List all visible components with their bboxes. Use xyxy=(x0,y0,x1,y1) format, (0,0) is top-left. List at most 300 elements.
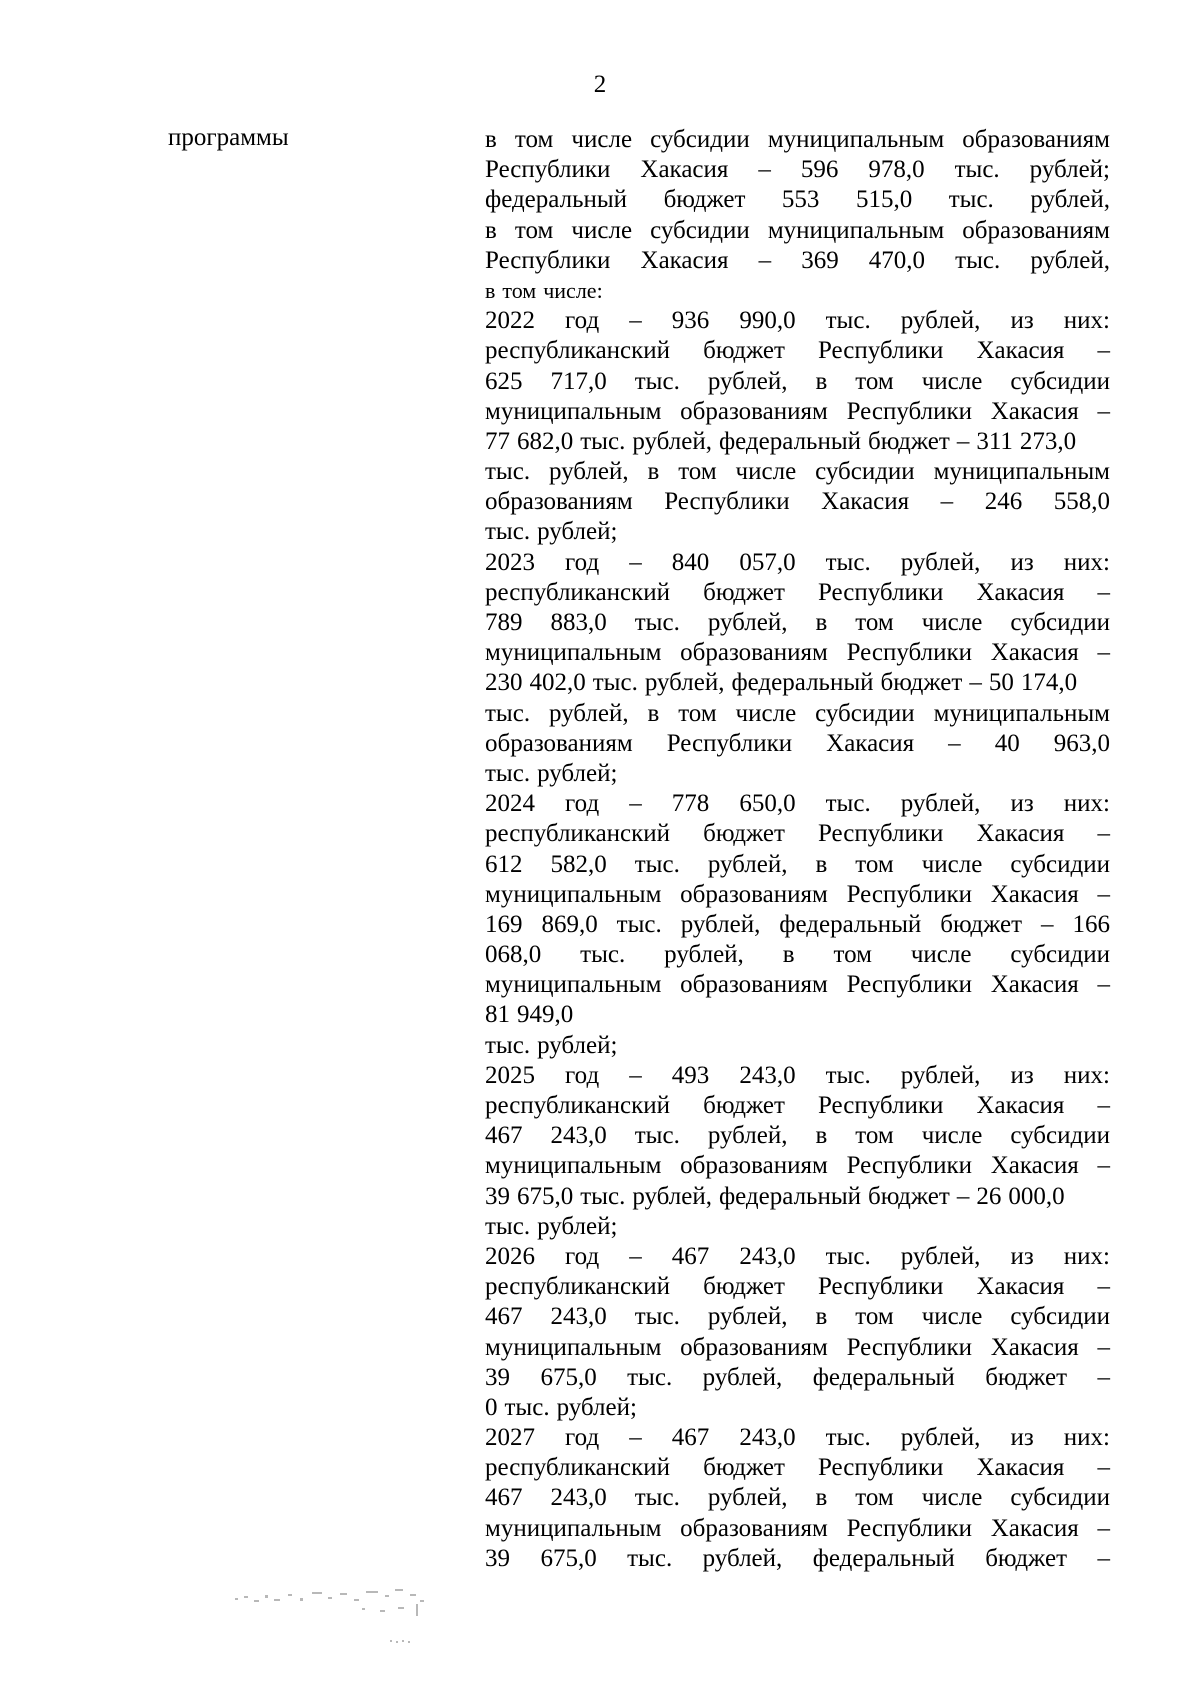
word: Хакасия xyxy=(990,397,1079,425)
word: 625 xyxy=(485,367,523,395)
word: 493 xyxy=(671,1061,710,1089)
word: Хакасия xyxy=(976,1273,1065,1301)
word: рублей; xyxy=(537,1212,618,1240)
text-line xyxy=(485,668,1110,698)
word: 39 xyxy=(485,1544,510,1572)
word: тыс. xyxy=(955,246,1001,274)
word: образованиям xyxy=(962,216,1110,244)
word: образованиям xyxy=(680,880,828,908)
word: том xyxy=(514,126,554,153)
word: субсидии xyxy=(1010,367,1110,395)
word: бюджет xyxy=(703,820,785,848)
word: 26 xyxy=(976,1182,1002,1210)
word: тыс. xyxy=(954,156,1000,184)
word: рублей, xyxy=(702,1363,783,1391)
word: – xyxy=(1097,1514,1110,1542)
word: Республики xyxy=(817,1273,944,1301)
word: – xyxy=(1097,639,1110,667)
word: рублей; xyxy=(537,759,618,787)
word: – xyxy=(629,1424,642,1452)
word: – xyxy=(629,307,642,335)
text-line xyxy=(485,487,1110,517)
word: рублей, xyxy=(632,427,712,455)
word: муниципальным xyxy=(485,1152,662,1180)
word: 515,0 xyxy=(855,186,913,214)
word: Хакасия xyxy=(976,820,1065,848)
word: рублей, xyxy=(900,1242,981,1270)
word: Хакасия xyxy=(990,880,1079,908)
word: 068,0 xyxy=(485,941,542,969)
word: том xyxy=(855,1484,894,1512)
word: Хакасия xyxy=(990,1514,1079,1542)
text-line xyxy=(485,1242,1110,1272)
word: федеральный xyxy=(812,1363,955,1391)
word: тыс. xyxy=(634,609,680,636)
word: 470,0 xyxy=(868,246,926,274)
word: 40 xyxy=(994,729,1020,757)
word: 717,0 xyxy=(550,367,607,395)
word: Хакасия xyxy=(990,1152,1079,1180)
word: числе xyxy=(921,1303,983,1331)
word: рублей, xyxy=(900,307,981,335)
word: Республики xyxy=(817,820,944,848)
text-line xyxy=(485,1544,1110,1574)
word: 311 xyxy=(976,427,1013,455)
word: тыс. xyxy=(825,307,871,335)
text-line xyxy=(485,638,1110,668)
word: Республики xyxy=(485,156,611,184)
word: – xyxy=(1097,880,1110,908)
text-line xyxy=(485,246,1110,276)
word: том xyxy=(678,699,717,727)
word: образованиям xyxy=(680,1152,828,1180)
word: 675,0 xyxy=(517,1182,574,1210)
word: бюджет xyxy=(985,1544,1067,1572)
word: рублей, xyxy=(707,609,788,636)
word: тыс. xyxy=(616,910,662,938)
text-line xyxy=(485,1121,1110,1151)
word: год xyxy=(565,1424,600,1452)
word: 243,0 xyxy=(550,1122,607,1150)
word: рублей, xyxy=(548,699,629,727)
word: бюджет xyxy=(663,186,746,214)
word: образованиям xyxy=(485,488,633,516)
text-line xyxy=(485,819,1110,849)
word: в xyxy=(815,1484,828,1512)
word: субсидии xyxy=(1010,1303,1110,1331)
word: субсидии xyxy=(650,126,750,153)
text-line xyxy=(485,548,1110,578)
text-line xyxy=(485,970,1110,1000)
text-line xyxy=(485,427,1110,457)
word: том xyxy=(855,367,894,395)
word: 2023 xyxy=(485,548,535,576)
word: 243,0 xyxy=(739,1061,796,1089)
text-line xyxy=(485,910,1110,940)
word: тыс. xyxy=(504,1393,550,1421)
section-label: программы xyxy=(168,124,289,151)
word: 77 xyxy=(485,427,510,455)
word: субсидии xyxy=(1010,609,1110,636)
text-line xyxy=(485,789,1110,819)
word: 0 xyxy=(485,1393,498,1421)
word: числе xyxy=(921,850,983,878)
word: – xyxy=(1097,578,1110,606)
word: том xyxy=(502,277,537,303)
text-line xyxy=(485,1514,1110,1544)
word: них: xyxy=(1063,1061,1110,1089)
word: 243,0 xyxy=(550,1303,607,1331)
text-line xyxy=(485,729,1110,759)
word: – xyxy=(1097,1152,1110,1180)
word: – xyxy=(1097,1092,1110,1119)
word: тыс. xyxy=(634,1303,680,1331)
word: том xyxy=(855,1122,894,1150)
word: рублей, xyxy=(1030,186,1110,214)
word: в xyxy=(485,126,497,153)
word: 558,0 xyxy=(1053,488,1110,516)
word: том xyxy=(833,941,872,969)
word: тыс. xyxy=(634,1484,680,1512)
text-line xyxy=(485,336,1110,366)
word: в xyxy=(647,458,660,486)
word: бюджет xyxy=(868,427,950,455)
word: 612 xyxy=(485,850,523,878)
word: тыс. xyxy=(627,1363,673,1391)
word: Хакасия xyxy=(976,1092,1065,1119)
word: 2025 xyxy=(485,1061,535,1089)
word: тыс. xyxy=(634,367,680,395)
word: 39 xyxy=(485,1182,510,1210)
word: 869,0 xyxy=(541,910,598,938)
word: – xyxy=(948,729,961,757)
word: федеральный xyxy=(812,1544,955,1572)
word: них: xyxy=(1063,790,1110,818)
word: 949,0 xyxy=(517,1001,574,1029)
word: муниципальным xyxy=(767,126,945,153)
word: 369 xyxy=(801,246,839,274)
word: тыс. xyxy=(580,941,626,969)
word: тыс. xyxy=(485,759,531,787)
text-line xyxy=(485,880,1110,910)
word: 50 xyxy=(988,669,1014,697)
word: муниципальным xyxy=(485,880,662,908)
word: рублей, xyxy=(702,1544,783,1572)
word: рублей, xyxy=(707,367,788,395)
word: числе: xyxy=(543,277,603,303)
word: 936 xyxy=(671,307,710,335)
page-number: 2 xyxy=(593,71,607,98)
word: из xyxy=(1010,307,1034,335)
word: Республики xyxy=(817,337,944,365)
word: тыс. xyxy=(485,458,531,486)
word: Хакасия xyxy=(976,1454,1065,1482)
word: рублей, xyxy=(707,1484,788,1512)
word: образованиям xyxy=(680,971,828,999)
word: образованиям xyxy=(680,1514,828,1542)
word: субсидии xyxy=(1010,850,1110,878)
word: рублей; xyxy=(537,518,618,546)
text-line xyxy=(485,457,1110,487)
word: образованиям xyxy=(680,1333,828,1361)
word: – xyxy=(940,488,954,516)
word: том xyxy=(514,216,554,244)
word: – xyxy=(1041,910,1054,938)
word: из xyxy=(1010,1061,1034,1089)
word: в xyxy=(485,277,496,303)
word: рублей, xyxy=(632,1182,712,1210)
word: них: xyxy=(1063,1242,1110,1270)
text-line xyxy=(485,306,1110,336)
text-line xyxy=(485,850,1110,880)
word: муниципальным xyxy=(485,639,662,667)
text-line xyxy=(485,1061,1110,1091)
word: Республики xyxy=(846,1514,972,1542)
word: республиканский xyxy=(485,1273,671,1301)
word: 582,0 xyxy=(550,850,607,878)
text-line xyxy=(485,1182,1110,1212)
word: 2027 xyxy=(485,1424,535,1452)
word: в xyxy=(647,699,660,727)
word: Республики xyxy=(817,1092,944,1119)
word: республиканский xyxy=(485,1092,671,1119)
word: – xyxy=(1097,1454,1110,1482)
text-line xyxy=(485,608,1110,638)
word: Республики xyxy=(846,1333,972,1361)
word: числе xyxy=(921,1484,983,1512)
word: 273,0 xyxy=(1019,427,1077,455)
word: – xyxy=(629,1061,642,1089)
word: 243,0 xyxy=(739,1242,796,1270)
word: них: xyxy=(1063,548,1110,576)
word: – xyxy=(1097,1273,1110,1301)
word: тыс. xyxy=(825,1061,871,1089)
word: в xyxy=(815,1303,828,1331)
word: тыс. xyxy=(485,518,531,546)
word: рублей, xyxy=(900,790,981,818)
word: год xyxy=(565,307,600,335)
word: рублей, xyxy=(707,850,788,878)
word: 675,0 xyxy=(540,1363,597,1391)
word: 174,0 xyxy=(1020,669,1078,697)
word: бюджет xyxy=(703,1273,785,1301)
word: Хакасия xyxy=(640,156,729,184)
word: 682,0 xyxy=(517,427,574,455)
word: муниципальным xyxy=(485,971,662,999)
word: в xyxy=(782,941,795,969)
word: муниципальным xyxy=(485,1333,662,1361)
text-line xyxy=(485,940,1110,970)
text-line xyxy=(485,1483,1110,1513)
word: Республики xyxy=(846,1152,972,1180)
word: субсидии xyxy=(815,458,915,486)
word: 230 xyxy=(485,669,523,697)
word: Хакасия xyxy=(990,971,1079,999)
word: 990,0 xyxy=(739,307,796,335)
word: 596 xyxy=(800,156,839,184)
word: субсидии xyxy=(815,699,915,727)
word: Республики xyxy=(485,246,611,274)
word: числе xyxy=(571,216,633,244)
word: 789 xyxy=(485,609,523,636)
word: Республики xyxy=(846,971,972,999)
word: том xyxy=(855,850,894,878)
word: рублей, xyxy=(664,941,744,969)
word: год xyxy=(565,1242,600,1270)
word: 246 xyxy=(984,488,1023,516)
word: 243,0 xyxy=(739,1424,796,1452)
word: рублей; xyxy=(556,1393,637,1421)
word: образованиям xyxy=(680,639,828,667)
word: – xyxy=(758,156,771,184)
word: тыс. xyxy=(485,1212,531,1240)
word: Хакасия xyxy=(976,578,1065,606)
word: 166 xyxy=(1072,910,1110,938)
word: федеральный xyxy=(485,186,628,214)
word: 978,0 xyxy=(868,156,925,184)
word: образованиям xyxy=(680,397,828,425)
word: 467 xyxy=(671,1242,710,1270)
word: 243,0 xyxy=(550,1484,607,1512)
word: Республики xyxy=(846,397,972,425)
word: числе xyxy=(921,609,983,636)
word: – xyxy=(1097,1333,1110,1361)
word: рублей, xyxy=(1030,246,1110,274)
word: муниципальным xyxy=(933,699,1110,727)
word: тыс. xyxy=(825,1424,871,1452)
word: рублей; xyxy=(537,1031,618,1059)
word: рублей, xyxy=(900,1061,981,1089)
word: рублей, xyxy=(707,1303,788,1331)
word: из xyxy=(1010,1242,1034,1270)
word: республиканский xyxy=(485,578,671,606)
word: в xyxy=(815,609,828,636)
word: субсидии xyxy=(650,216,750,244)
word: числе xyxy=(735,458,797,486)
word: 000,0 xyxy=(1008,1182,1065,1210)
text-line xyxy=(485,397,1110,427)
word: тыс. xyxy=(825,1242,871,1270)
word: – xyxy=(1097,397,1110,425)
text-line xyxy=(485,699,1110,729)
word: – xyxy=(1097,971,1110,999)
word: муниципальным xyxy=(767,216,945,244)
word: федеральный xyxy=(731,669,874,697)
word: Республики xyxy=(664,488,790,516)
word: Республики xyxy=(666,729,793,757)
word: субсидии xyxy=(1010,1484,1110,1512)
text-line xyxy=(485,1000,1110,1030)
word: тыс. xyxy=(580,1182,626,1210)
word: – xyxy=(1097,820,1110,848)
word: рублей, xyxy=(680,910,761,938)
word: субсидии xyxy=(1010,941,1110,969)
word: числе xyxy=(921,1122,983,1150)
word: бюджет xyxy=(985,1363,1067,1391)
word: 675,0 xyxy=(540,1544,597,1572)
word: федеральный xyxy=(718,427,861,455)
word: федеральный xyxy=(718,1182,861,1210)
word: муниципальным xyxy=(485,397,662,425)
text-line xyxy=(485,759,1110,789)
word: 883,0 xyxy=(550,609,607,636)
word: бюджет xyxy=(703,1092,785,1119)
word: Хакасия xyxy=(826,729,915,757)
word: из xyxy=(1010,548,1034,576)
word: из xyxy=(1010,1424,1034,1452)
word: 778 xyxy=(671,790,710,818)
word: 402,0 xyxy=(529,669,586,697)
word: 81 xyxy=(485,1001,510,1029)
word: рублей, xyxy=(900,548,981,576)
word: 650,0 xyxy=(739,790,796,818)
text-line xyxy=(485,1151,1110,1181)
text-line xyxy=(485,1212,1110,1242)
word: 467 xyxy=(485,1122,523,1150)
word: Хакасия xyxy=(976,337,1065,365)
word: республиканский xyxy=(485,337,671,365)
word: – xyxy=(1097,337,1110,365)
word: Республики xyxy=(846,639,972,667)
text-line xyxy=(485,1453,1110,1483)
word: тыс. xyxy=(580,427,626,455)
word: – xyxy=(629,548,642,576)
word: тыс. xyxy=(485,1031,531,1059)
word: муниципальным xyxy=(933,458,1110,486)
word: Республики xyxy=(817,1454,944,1482)
word: Хакасия xyxy=(990,639,1079,667)
word: числе xyxy=(921,367,983,395)
word: – xyxy=(1097,1544,1110,1572)
word: бюджет xyxy=(940,910,1023,938)
word: 840 xyxy=(671,548,710,576)
word: числе xyxy=(735,699,797,727)
word: год xyxy=(565,790,600,818)
word: Республики xyxy=(846,880,972,908)
word: – xyxy=(629,790,642,818)
scan-artifact xyxy=(230,1580,460,1650)
word: рублей, xyxy=(900,1424,981,1452)
word: субсидии xyxy=(1010,1122,1110,1150)
word: год xyxy=(565,548,600,576)
word: них: xyxy=(1063,1424,1110,1452)
text-line xyxy=(485,185,1110,215)
word: 057,0 xyxy=(739,548,796,576)
word: них: xyxy=(1063,307,1110,335)
word: в xyxy=(485,216,497,244)
text-line xyxy=(485,578,1110,608)
word: 963,0 xyxy=(1053,729,1110,757)
word: Республики xyxy=(817,578,944,606)
word: республиканский xyxy=(485,820,671,848)
word: рублей, xyxy=(707,1122,788,1150)
text-line xyxy=(485,367,1110,397)
word: год xyxy=(565,1061,600,1089)
word: – xyxy=(629,1242,642,1270)
word: в xyxy=(815,367,828,395)
text-line xyxy=(485,1363,1110,1393)
word: Хакасия xyxy=(990,1333,1079,1361)
word: рублей; xyxy=(1029,156,1110,184)
word: бюджет xyxy=(703,1454,785,1482)
text-line xyxy=(485,517,1110,547)
word: – xyxy=(969,669,982,697)
word: бюджет xyxy=(880,669,963,697)
word: – xyxy=(758,246,772,274)
word: тыс. xyxy=(592,669,638,697)
word: в xyxy=(815,850,828,878)
word: том xyxy=(678,458,717,486)
